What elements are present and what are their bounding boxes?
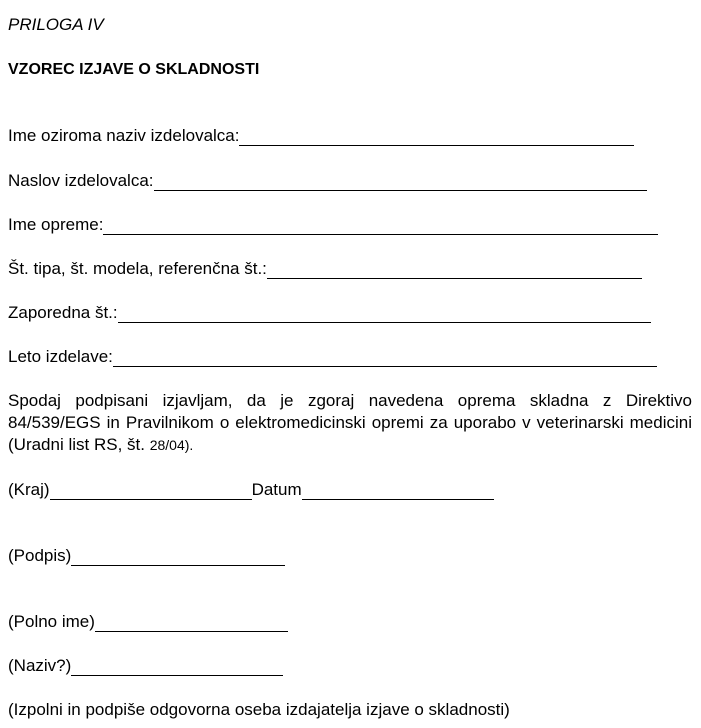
declaration-text: [8, 390, 692, 456]
position-title-field: [8, 656, 283, 676]
declaration-body: Spodaj podpisani izjavljam, da je zgoraj navedena oprema skladna z Direktivo 84/539/EGS in Pravilnikom o elektromedicinski opremi za uporabo v veterinarski medicini (Uradni list RS, št.: [8, 391, 692, 454]
serial-number-blank: [118, 306, 651, 323]
date-blank: [302, 483, 494, 500]
equipment-name-label: Ime opreme:: [8, 215, 104, 234]
signature-blank: [71, 549, 285, 566]
manufacturer-address-label: Naslov izdelovalca:: [8, 171, 154, 190]
signature-field: [8, 546, 285, 566]
annex-label: PRILOGA IV: [8, 15, 104, 34]
type-model-field: [8, 259, 642, 279]
serial-number-label: Zaporedna št.:: [8, 303, 118, 322]
manufacturer-name-label: Ime oziroma naziv izdelovalca:: [8, 126, 240, 145]
manufacture-year-field: [8, 347, 657, 367]
full-name-blank: [95, 615, 288, 632]
place-date-field: [8, 480, 494, 500]
place-label: (Kraj): [8, 480, 50, 499]
serial-number-field: [8, 303, 651, 323]
manufacture-year-blank: [113, 350, 657, 367]
full-name-field: [8, 612, 288, 632]
type-model-blank: [267, 262, 642, 279]
equipment-name-blank: [103, 218, 658, 235]
manufacturer-name-blank: [239, 129, 634, 146]
signature-label: (Podpis): [8, 546, 72, 565]
declaration-reference: 28/04).: [149, 437, 194, 453]
equipment-name-field: [8, 215, 658, 235]
page-title: VZOREC IZJAVE O SKLADNOSTI: [8, 61, 260, 78]
type-model-label: Št. tipa, št. modela, referenčna št.:: [8, 259, 267, 278]
manufacturer-name-field: [8, 126, 634, 146]
place-blank: [50, 483, 252, 500]
footer-note: (Izpolni in podpiše odgovorna oseba izdajatelja izjave o skladnosti): [8, 700, 510, 719]
date-label: Datum: [251, 480, 302, 499]
manufacture-year-label: Leto izdelave:: [8, 347, 113, 366]
manufacturer-address-blank: [154, 174, 647, 191]
full-name-label: (Polno ime): [8, 612, 95, 631]
position-title-label: (Naziv?): [8, 656, 72, 675]
manufacturer-address-field: [8, 171, 647, 191]
position-title-blank: [71, 659, 283, 676]
